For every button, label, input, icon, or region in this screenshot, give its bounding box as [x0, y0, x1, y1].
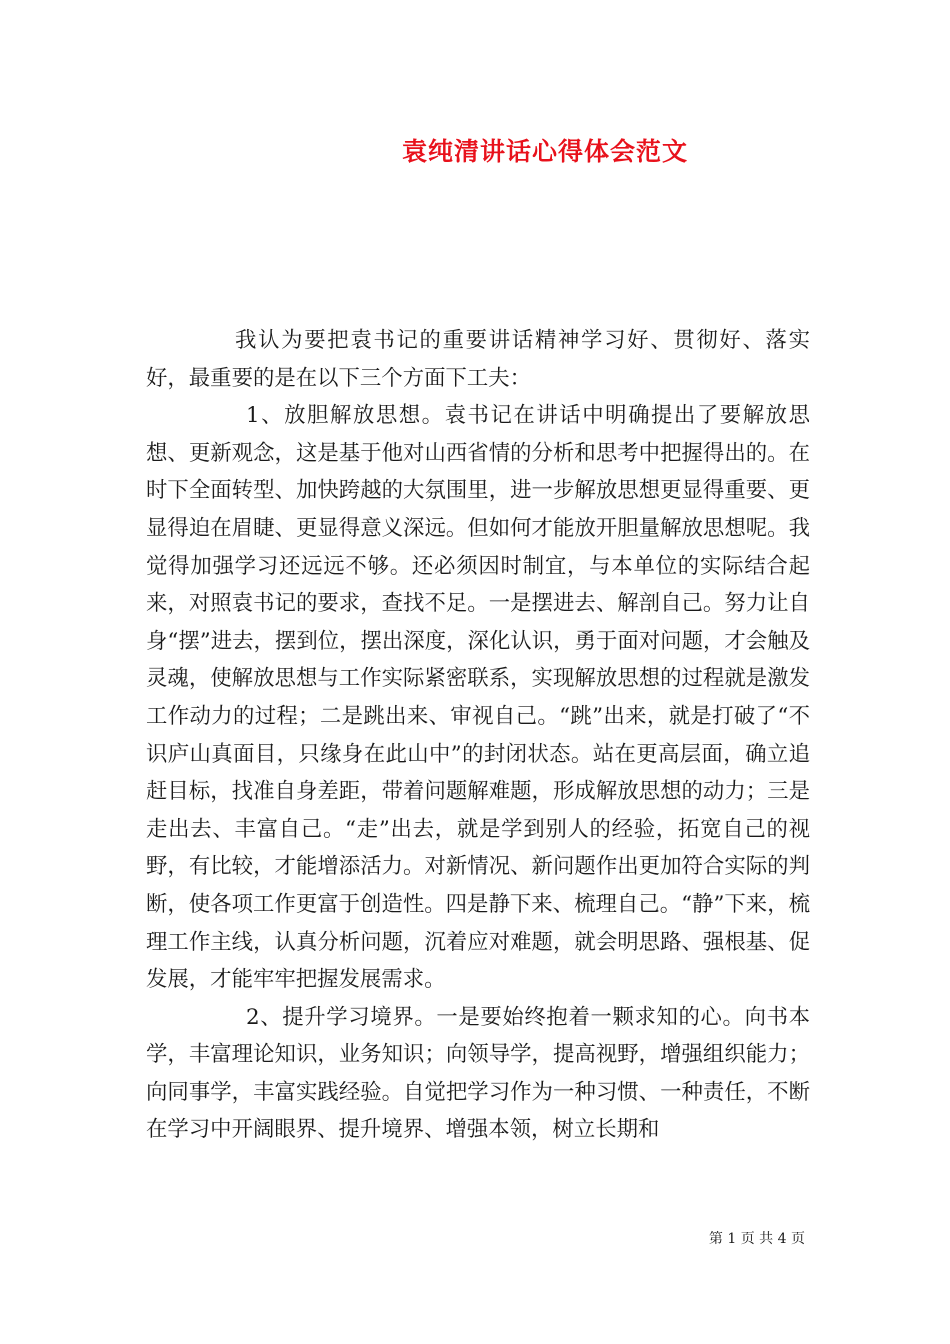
paragraph-point-1: 1、放胆解放思想。袁书记在讲话中明确提出了要解放思想、更新观念，这是基于他对山西省情的分析和思考中把握得出的。在时下全面转型、加快跨越的大氛围里，进一步解放思想更显得重要、更显得迫在眉睫、更显得意义深远。但如何才能放开胆量解放思想呢。我觉得加强学习还远远不够。还必须因时制宜，与本单位的实际结合起来，对照袁书记的要求，查找不足。一是摆进去、解剖自己。努力让自身“摆”进去，摆到位，摆出深度，深化认识，勇于面对问题，才会触及灵魂，使解放思想与工作实际紧密联系，实现解放思想的过程就是激发工作动力的过程；二是跳出来、审视自己。“跳”出来，就是打破了“不识庐山真面目，只缘身在此山中”的封闭状态。站在更高层面，确立追赶目标，找准自身差距，带着问题解难题，形成解放思想的动力；三是走出去、丰富自己。“走”出去，就是学到别人的经验，拓宽自己的视野，有比较，才能增添活力。对新情况、新问题作出更加符合实际的判断，使各项工作更富于创造性。四是静下来、梳理自己。“静”下来，梳理工作主线，认真分析问题，沉着应对难题，就会明思路、强根基、促发展，才能牢牢把握发展需求。	[146, 403, 810, 993]
document-title: 袁纯清讲话心得体会范文	[401, 137, 688, 166]
document-body	[146, 322, 810, 1149]
page-number-footer: 第 1 页 共 4 页	[708, 1231, 805, 1247]
paragraph-intro: 我认为要把袁书记的重要讲话精神学习好、贯彻好、落实好，最重要的是在以下三个方面下工夫：	[146, 328, 810, 391]
paragraph-point-2: 2、提升学习境界。一是要始终抱着一颗求知的心。向书本学，丰富理论知识，业务知识；向领导学，提高视野，增强组织能力；向同事学，丰富实践经验。自觉把学习作为一种习惯、一种责任，不断在学习中开阔眼界、提升境界、增强本领，树立长期和	[146, 1004, 810, 1143]
